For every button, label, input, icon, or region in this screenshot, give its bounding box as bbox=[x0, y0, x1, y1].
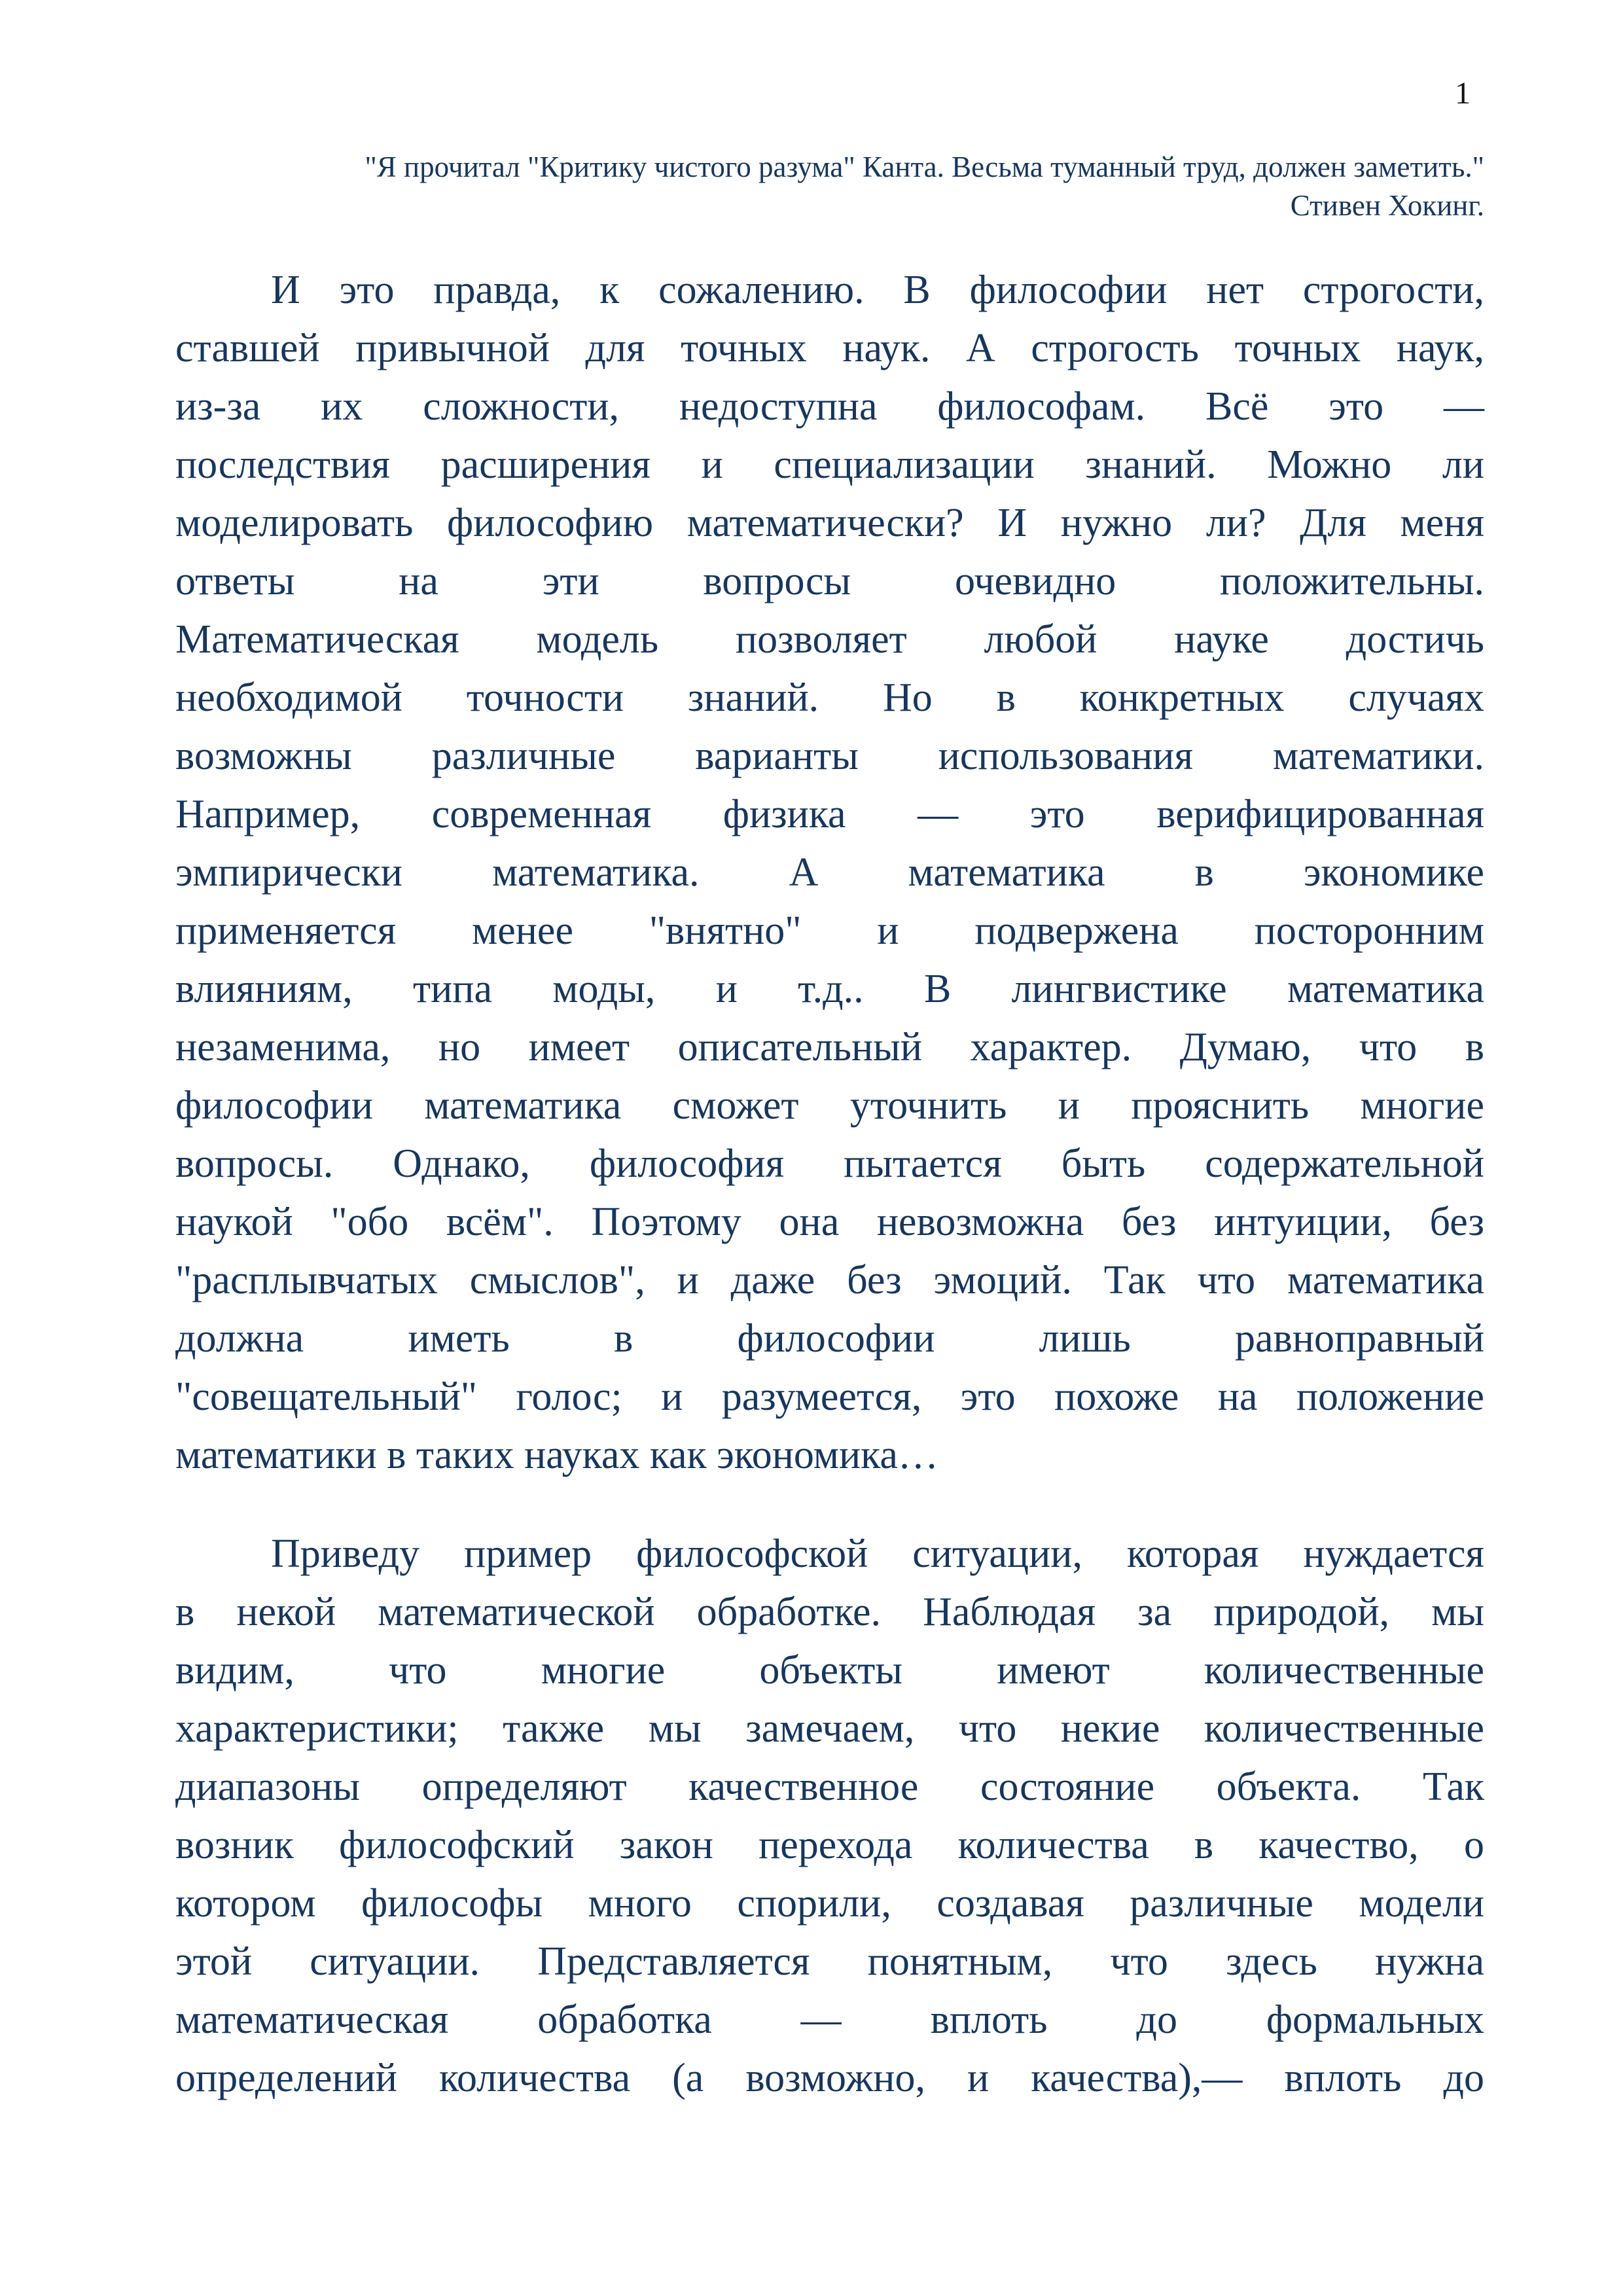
text-line: необходимой точности знаний. Но в конкретных случаях bbox=[175, 675, 1484, 720]
text-line: ставшей привычной для точных наук. А строгость точных наук, bbox=[175, 326, 1484, 370]
text-line: И это правда, к сожалению. В философии нет строгости, bbox=[271, 268, 1484, 312]
text-line: "расплывчатых смыслов", и даже без эмоций. Так что математика bbox=[175, 1258, 1484, 1302]
text-line: математическая обработка — вплоть до формальных bbox=[175, 1998, 1484, 2042]
text-line: возник философский закон перехода количества в качество, о bbox=[175, 1823, 1484, 1867]
text-line: Математическая модель позволяет любой науке достичь bbox=[175, 617, 1484, 662]
text-line: должна иметь в философии лишь равноправный bbox=[175, 1316, 1484, 1361]
text-line: "совещательный" голос; и разумеется, это похоже на положение bbox=[175, 1374, 1484, 1419]
text-line: определений количества (а возможно, и качества),— вплоть до bbox=[175, 2056, 1484, 2100]
text-line: наукой "обо всём". Поэтому она невозможна без интуиции, без bbox=[175, 1200, 1484, 1244]
text-line: ответы на эти вопросы очевидно положительны. bbox=[175, 559, 1484, 603]
text-line: философии математика сможет уточнить и прояснить многие bbox=[175, 1083, 1484, 1128]
page-number: 1 bbox=[1455, 76, 1471, 111]
text-line: котором философы много спорили, создавая различные модели bbox=[175, 1881, 1484, 1926]
text-line: возможны различные варианты использования математики. bbox=[175, 734, 1484, 778]
text-line: незаменима, но имеет описательный характер. Думаю, что в bbox=[175, 1025, 1484, 1069]
text-line: Приведу пример философской ситуации, которая нуждается bbox=[271, 1532, 1484, 1576]
text-line: моделировать философию математически? И нужно ли? Для меня bbox=[175, 501, 1484, 545]
text-line: видим, что многие объекты имеют количественные bbox=[175, 1648, 1484, 1693]
text-line: применяется менее "внятно" и подвержена посторонним bbox=[175, 908, 1484, 953]
epigraph-quote: "Я прочитал "Критику чистого разума" Канта. Весьма туманный труд, должен заметить." bbox=[365, 151, 1484, 183]
paragraph-1 bbox=[175, 261, 1484, 1484]
text-line: вопросы. Однако, философия пытается быть содержательной bbox=[175, 1141, 1484, 1186]
text-line: последствия расширения и специализации знаний. Можно ли bbox=[175, 442, 1484, 487]
text-line: диапазоны определяют качественное состояние объекта. Так bbox=[175, 1765, 1484, 1809]
text-line: математики в таких науках как экономика… bbox=[175, 1433, 938, 1477]
text-line: Например, современная физика — это верифицированная bbox=[175, 792, 1484, 836]
text-line: эмпирически математика. А математика в экономике bbox=[175, 850, 1484, 895]
text-line: характеристики; также мы замечаем, что некие количественные bbox=[175, 1706, 1484, 1751]
text-line: влияниям, типа моды, и т.д.. В лингвистике математика bbox=[175, 967, 1484, 1011]
text-line: этой ситуации. Представляется понятным, что здесь нужна bbox=[175, 1939, 1484, 1984]
epigraph-author: Стивен Хокинг. bbox=[1290, 189, 1484, 222]
epigraph bbox=[175, 148, 1484, 225]
text-line: из-за их сложности, недоступна философам. Всё это — bbox=[175, 384, 1484, 429]
paragraph-2 bbox=[175, 1525, 1484, 2108]
text-line: в некой математической обработке. Наблюдая за природой, мы bbox=[175, 1590, 1484, 1634]
body-text bbox=[175, 261, 1484, 2108]
